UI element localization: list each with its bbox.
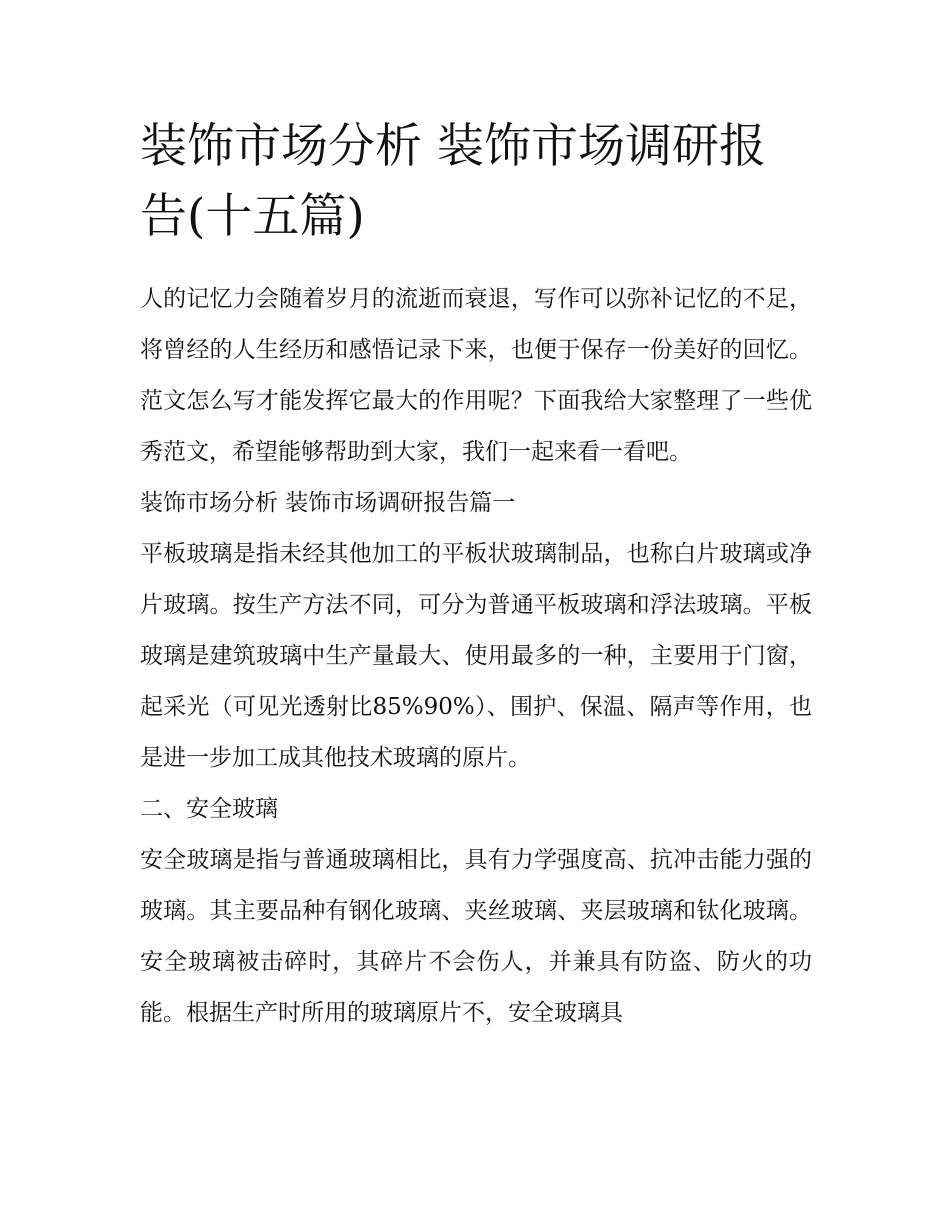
document-body (140, 112, 812, 1039)
section-heading-2: 二、安全玻璃 (140, 796, 278, 822)
intro-paragraph: 人的记忆力会随着岁月的流逝而衰退，写作可以弥补记忆的不足，将曾经的人生经历和感悟记录下来，也便于保存一份美好的回忆。范文怎么写才能发挥它最大的作用呢？下面我给大家整理了一些优秀范文，希望能够帮助到大家，我们一起来看一看吧。 (140, 286, 812, 465)
section-paragraph-1: 平板玻璃是指未经其他加工的平板状玻璃制品，也称白片玻璃或净片玻璃。按生产方法不同，可分为普通平板玻璃和浮法玻璃。平板玻璃是建筑玻璃中生产量最大、使用最多的一种，主要用于门窗，起采光（可见光透射比85%90%）、围护、保温、隔声等作用，也是进一步加工成其他技术玻璃的原片。 (140, 541, 812, 771)
document-title: 装饰市场分析 装饰市场调研报告(十五篇) (140, 119, 766, 244)
section-paragraph-2: 安全玻璃是指与普通玻璃相比，具有力学强度高、抗冲击能力强的玻璃。其主要品种有钢化玻璃、夹丝玻璃、夹层玻璃和钛化玻璃。安全玻璃被击碎时，其碎片不会伤人，并兼具有防盗、防火的功能。根据生产时所用的玻璃原片不，安全玻璃具 (140, 847, 812, 1026)
section-heading-1: 装饰市场分析 装饰市场调研报告篇一 (140, 490, 516, 516)
